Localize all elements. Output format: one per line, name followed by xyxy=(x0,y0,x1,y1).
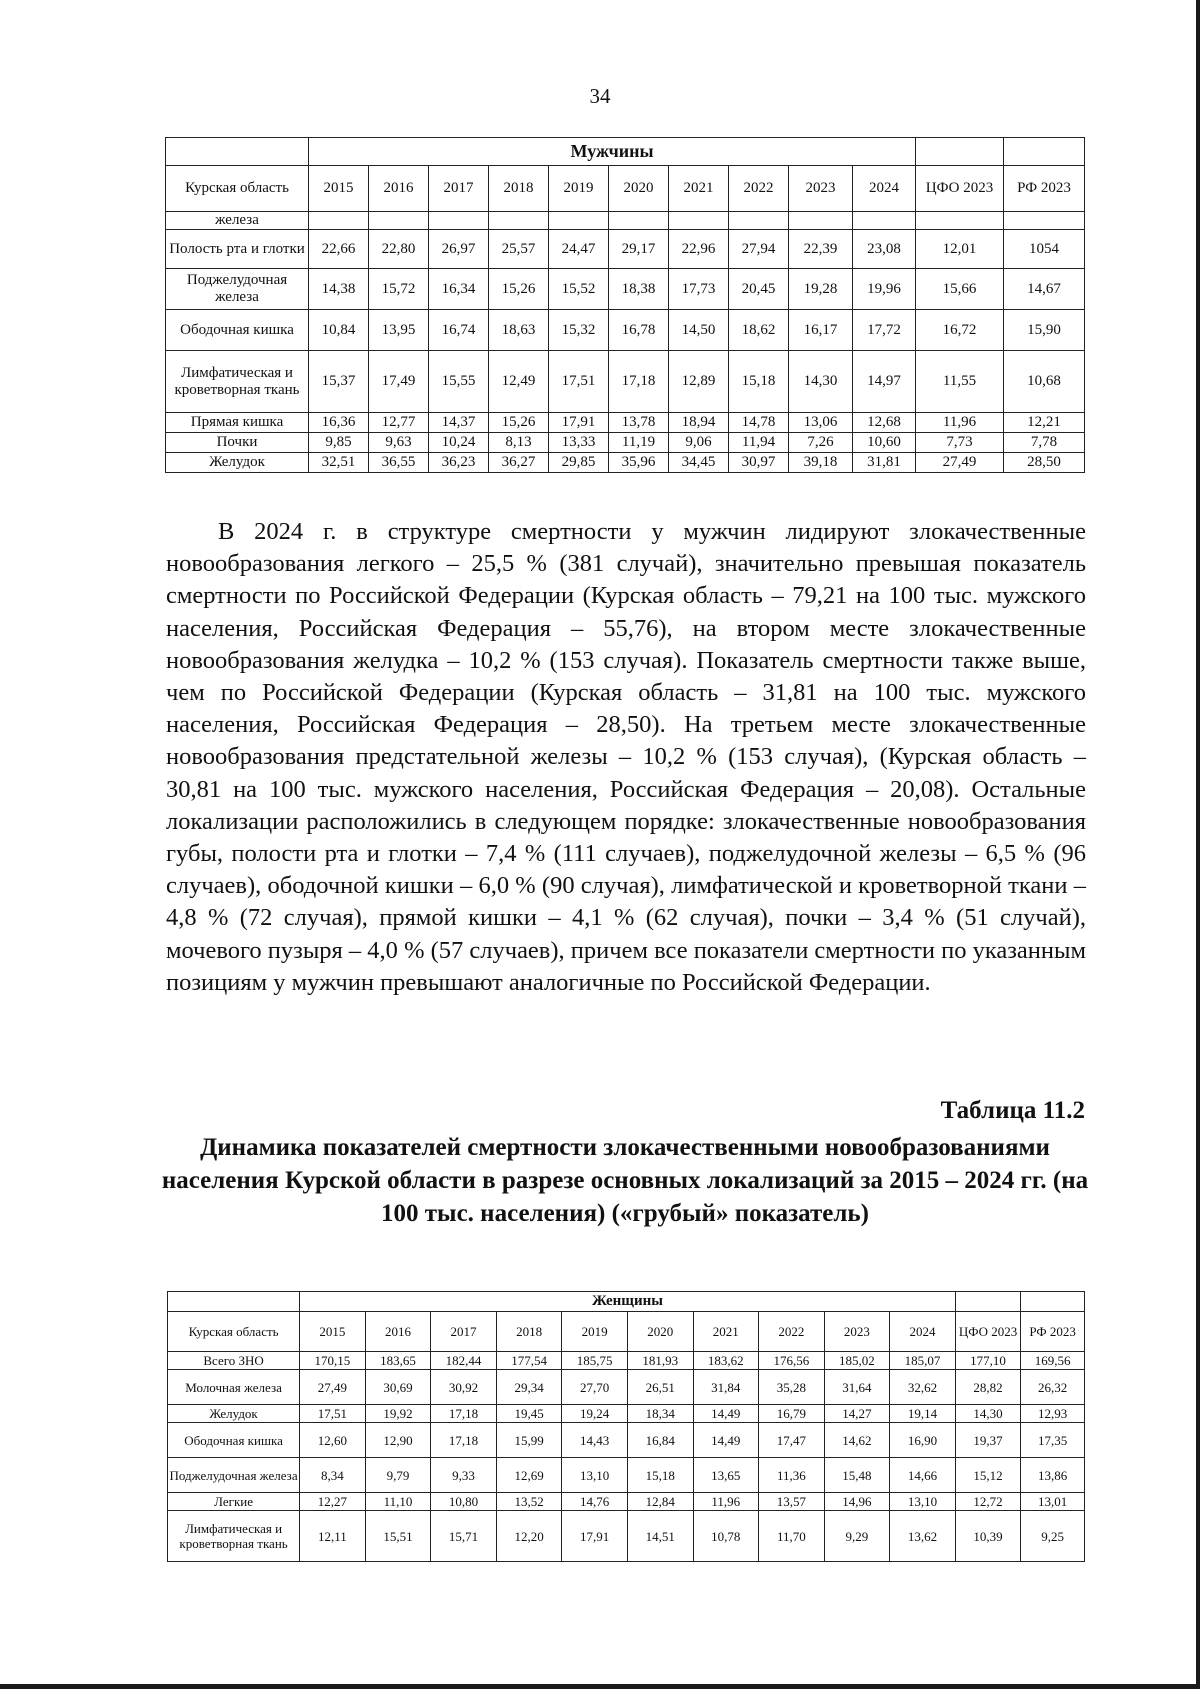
value-cell: 9,25 xyxy=(1021,1511,1085,1562)
value-cell: 15,55 xyxy=(429,351,489,413)
value-cell: 11,55 xyxy=(916,351,1004,413)
value-cell: 24,47 xyxy=(549,230,609,269)
year-header: 2019 xyxy=(549,166,609,212)
value-cell: 11,10 xyxy=(365,1493,431,1511)
value-cell: 13,10 xyxy=(562,1458,628,1493)
value-cell: 15,26 xyxy=(489,413,549,433)
value-cell: 19,96 xyxy=(853,269,916,310)
value-cell: 19,45 xyxy=(496,1405,562,1423)
table-row xyxy=(168,1493,1085,1511)
row-label: Поджелудочная железа xyxy=(166,269,309,310)
value-cell: 14,66 xyxy=(890,1458,956,1493)
value-cell: 181,93 xyxy=(627,1352,693,1370)
header-blank-cell xyxy=(1004,138,1085,166)
value-cell: 185,75 xyxy=(562,1352,628,1370)
year-header: 2022 xyxy=(759,1312,825,1352)
value-cell: 22,80 xyxy=(369,230,429,269)
value-cell: 170,15 xyxy=(300,1352,366,1370)
rf-header: РФ 2023 xyxy=(1004,166,1085,212)
value-cell: 185,07 xyxy=(890,1352,956,1370)
value-cell: 13,78 xyxy=(609,413,669,433)
body-paragraph: В 2024 г. в структуре смертности у мужчин лидируют злокачественные новообразования легкого – 25,5 % (381 случай), значительно превышая показатель смертности по Российской Федерации (Курская область – 79,21 на 100 тыс. мужского населения, Российская Федерация – 55,76), на втором месте злокачественные новообразования желудка – 10,2 % (153 случая). Показатель смертности также выше, чем по Российской Федерации (Курская область – 31,81 на 100 тыс. мужского населения, Российская Федерация – 28,50). На третьем месте злокачественные новообразования предстательной железы – 10,2 % (153 случая), (Курская область – 30,81 на 100 тыс. мужского населения, Российская Федерация – 20,08). Остальные локализации расположились в следующем порядке: злокачественные новообразования губы, полости рта и глотки – 7,4 % (111 случаев), поджелудочной железы – 6,5 % (96 случаев), ободочной кишки – 6,0 % (90 случая), лимфатической и кроветворной ткани – 4,8 % (72 случая), прямой кишки – 4,1 % (62 случая), почки – 3,4 % (51 случай), мочевого пузыря – 4,0 % (57 случаев), причем все показатели смертности по указанным позициям у мужчин превышают аналогичные по Российской Федерации. xyxy=(166,518,1086,996)
value-cell: 13,65 xyxy=(693,1458,759,1493)
value-cell: 30,92 xyxy=(431,1370,497,1405)
value-cell: 177,10 xyxy=(955,1352,1021,1370)
value-cell: 19,92 xyxy=(365,1405,431,1423)
value-cell: 19,28 xyxy=(789,269,853,310)
value-cell: 14,38 xyxy=(309,269,369,310)
table-row xyxy=(168,1511,1085,1562)
row-label: Легкие xyxy=(168,1493,300,1511)
value-cell xyxy=(429,212,489,230)
value-cell: 14,43 xyxy=(562,1423,628,1458)
value-cell: 14,30 xyxy=(789,351,853,413)
value-cell: 36,55 xyxy=(369,453,429,473)
value-cell: 7,73 xyxy=(916,433,1004,453)
row-label: Почки xyxy=(166,433,309,453)
value-cell: 15,48 xyxy=(824,1458,890,1493)
value-cell xyxy=(916,212,1004,230)
year-header: 2022 xyxy=(729,166,789,212)
value-cell: 169,56 xyxy=(1021,1352,1085,1370)
value-cell: 8,13 xyxy=(489,433,549,453)
value-cell: 10,78 xyxy=(693,1511,759,1562)
value-cell: 14,27 xyxy=(824,1405,890,1423)
value-cell xyxy=(549,212,609,230)
value-cell xyxy=(489,212,549,230)
value-cell xyxy=(309,212,369,230)
value-cell: 20,45 xyxy=(729,269,789,310)
year-header: 2016 xyxy=(369,166,429,212)
value-cell: 15,51 xyxy=(365,1511,431,1562)
value-cell: 35,28 xyxy=(759,1370,825,1405)
table-row xyxy=(168,1352,1085,1370)
value-cell: 15,99 xyxy=(496,1423,562,1458)
value-cell: 10,80 xyxy=(431,1493,497,1511)
value-cell: 15,18 xyxy=(627,1458,693,1493)
cfo-header: ЦФО 2023 xyxy=(916,166,1004,212)
header-blank-cell xyxy=(955,1292,1021,1312)
value-cell: 13,62 xyxy=(890,1511,956,1562)
value-cell: 12,77 xyxy=(369,413,429,433)
row-label: Лимфатическая и кроветворная ткань xyxy=(166,351,309,413)
value-cell: 9,33 xyxy=(431,1458,497,1493)
table-row xyxy=(168,1370,1085,1405)
value-cell: 27,70 xyxy=(562,1370,628,1405)
value-cell: 34,45 xyxy=(669,453,729,473)
table-row xyxy=(166,453,1085,473)
value-cell xyxy=(609,212,669,230)
value-cell: 17,73 xyxy=(669,269,729,310)
value-cell: 18,38 xyxy=(609,269,669,310)
value-cell: 11,94 xyxy=(729,433,789,453)
men-mortality-table xyxy=(165,137,1085,473)
table-title: Динамика показателей смертности злокачественными новообразованиями населения Курской области в разрезе основных локализаций за 2015 – 2024 гг. (на 100 тыс. населения) («грубый» показатель) xyxy=(161,1134,1089,1227)
value-cell: 17,51 xyxy=(300,1405,366,1423)
value-cell: 11,70 xyxy=(759,1511,825,1562)
row-label: Ободочная кишка xyxy=(166,310,309,351)
value-cell: 14,67 xyxy=(1004,269,1085,310)
row-label: Желудок xyxy=(168,1405,300,1423)
year-header: 2023 xyxy=(789,166,853,212)
value-cell: 183,62 xyxy=(693,1352,759,1370)
value-cell: 11,19 xyxy=(609,433,669,453)
value-cell: 12,69 xyxy=(496,1458,562,1493)
value-cell: 14,50 xyxy=(669,310,729,351)
value-cell: 15,26 xyxy=(489,269,549,310)
header-blank-cell xyxy=(916,138,1004,166)
row-label: Полость рта и глотки xyxy=(166,230,309,269)
value-cell: 15,71 xyxy=(431,1511,497,1562)
value-cell: 14,49 xyxy=(693,1423,759,1458)
row-label: железа xyxy=(166,212,309,230)
value-cell: 36,23 xyxy=(429,453,489,473)
value-cell: 15,66 xyxy=(916,269,1004,310)
value-cell: 15,52 xyxy=(549,269,609,310)
value-cell: 14,30 xyxy=(955,1405,1021,1423)
year-header: 2020 xyxy=(609,166,669,212)
year-header: 2018 xyxy=(489,166,549,212)
value-cell: 9,79 xyxy=(365,1458,431,1493)
value-cell: 17,91 xyxy=(549,413,609,433)
value-cell: 17,18 xyxy=(431,1405,497,1423)
value-cell: 16,36 xyxy=(309,413,369,433)
value-cell: 13,06 xyxy=(789,413,853,433)
value-cell: 10,24 xyxy=(429,433,489,453)
value-cell: 9,06 xyxy=(669,433,729,453)
value-cell: 12,11 xyxy=(300,1511,366,1562)
value-cell xyxy=(669,212,729,230)
value-cell: 177,54 xyxy=(496,1352,562,1370)
table-row xyxy=(166,230,1085,269)
value-cell: 15,32 xyxy=(549,310,609,351)
year-header: 2016 xyxy=(365,1312,431,1352)
value-cell: 29,17 xyxy=(609,230,669,269)
value-cell: 7,26 xyxy=(789,433,853,453)
value-cell: 15,72 xyxy=(369,269,429,310)
value-cell: 16,74 xyxy=(429,310,489,351)
value-cell: 17,49 xyxy=(369,351,429,413)
value-cell: 9,63 xyxy=(369,433,429,453)
value-cell: 27,49 xyxy=(916,453,1004,473)
value-cell: 12,01 xyxy=(916,230,1004,269)
value-cell: 19,14 xyxy=(890,1405,956,1423)
value-cell: 176,56 xyxy=(759,1352,825,1370)
row-label: Поджелудочная железа xyxy=(168,1458,300,1493)
year-header: 2021 xyxy=(669,166,729,212)
value-cell: 17,18 xyxy=(431,1423,497,1458)
table-row xyxy=(168,1423,1085,1458)
value-cell: 16,72 xyxy=(916,310,1004,351)
header-blank-cell xyxy=(166,138,309,166)
year-header: 2020 xyxy=(627,1312,693,1352)
table-row xyxy=(166,269,1085,310)
value-cell: 18,62 xyxy=(729,310,789,351)
value-cell: 12,89 xyxy=(669,351,729,413)
value-cell: 27,94 xyxy=(729,230,789,269)
value-cell: 11,36 xyxy=(759,1458,825,1493)
value-cell: 182,44 xyxy=(431,1352,497,1370)
table-number: Таблица 11.2 xyxy=(940,1097,1085,1124)
value-cell: 12,20 xyxy=(496,1511,562,1562)
table-row xyxy=(166,413,1085,433)
value-cell: 15,12 xyxy=(955,1458,1021,1493)
table-row xyxy=(166,433,1085,453)
value-cell: 32,51 xyxy=(309,453,369,473)
value-cell: 11,96 xyxy=(916,413,1004,433)
value-cell: 18,94 xyxy=(669,413,729,433)
value-cell: 10,68 xyxy=(1004,351,1085,413)
value-cell: 19,24 xyxy=(562,1405,628,1423)
value-cell: 8,34 xyxy=(300,1458,366,1493)
value-cell: 16,79 xyxy=(759,1405,825,1423)
year-header: 2015 xyxy=(309,166,369,212)
group-header-women: Женщины xyxy=(300,1292,956,1312)
value-cell: 29,34 xyxy=(496,1370,562,1405)
value-cell: 14,51 xyxy=(627,1511,693,1562)
value-cell: 12,27 xyxy=(300,1493,366,1511)
value-cell: 19,37 xyxy=(955,1423,1021,1458)
value-cell: 12,72 xyxy=(955,1493,1021,1511)
year-header: 2017 xyxy=(431,1312,497,1352)
value-cell: 17,51 xyxy=(549,351,609,413)
value-cell: 17,91 xyxy=(562,1511,628,1562)
row-label: Желудок xyxy=(166,453,309,473)
value-cell: 15,90 xyxy=(1004,310,1085,351)
value-cell: 31,81 xyxy=(853,453,916,473)
value-cell: 18,34 xyxy=(627,1405,693,1423)
year-header: 2023 xyxy=(824,1312,890,1352)
value-cell: 9,85 xyxy=(309,433,369,453)
header-blank-cell xyxy=(168,1292,300,1312)
value-cell xyxy=(1004,212,1085,230)
value-cell: 26,97 xyxy=(429,230,489,269)
value-cell: 14,76 xyxy=(562,1493,628,1511)
cfo-header: ЦФО 2023 xyxy=(955,1312,1021,1352)
value-cell: 185,02 xyxy=(824,1352,890,1370)
value-cell: 17,35 xyxy=(1021,1423,1085,1458)
value-cell: 12,49 xyxy=(489,351,549,413)
value-cell: 16,90 xyxy=(890,1423,956,1458)
year-header: 2017 xyxy=(429,166,489,212)
value-cell: 15,37 xyxy=(309,351,369,413)
table-row xyxy=(166,351,1085,413)
value-cell: 11,96 xyxy=(693,1493,759,1511)
value-cell: 30,97 xyxy=(729,453,789,473)
value-cell xyxy=(853,212,916,230)
value-cell: 16,34 xyxy=(429,269,489,310)
year-header: 2015 xyxy=(300,1312,366,1352)
table-row xyxy=(168,1405,1085,1423)
value-cell: 13,33 xyxy=(549,433,609,453)
value-cell: 7,78 xyxy=(1004,433,1085,453)
value-cell: 23,08 xyxy=(853,230,916,269)
value-cell: 10,39 xyxy=(955,1511,1021,1562)
value-cell: 14,78 xyxy=(729,413,789,433)
value-cell: 17,72 xyxy=(853,310,916,351)
value-cell: 22,39 xyxy=(789,230,853,269)
value-cell xyxy=(729,212,789,230)
value-cell: 16,17 xyxy=(789,310,853,351)
value-cell xyxy=(369,212,429,230)
table-row xyxy=(166,310,1085,351)
value-cell: 14,49 xyxy=(693,1405,759,1423)
value-cell: 9,29 xyxy=(824,1511,890,1562)
year-header: 2021 xyxy=(693,1312,759,1352)
value-cell: 10,60 xyxy=(853,433,916,453)
value-cell: 28,50 xyxy=(1004,453,1085,473)
value-cell: 17,18 xyxy=(609,351,669,413)
row-label: Прямая кишка xyxy=(166,413,309,433)
row-label: Всего ЗНО xyxy=(168,1352,300,1370)
value-cell: 27,49 xyxy=(300,1370,366,1405)
value-cell: 183,65 xyxy=(365,1352,431,1370)
value-cell: 36,27 xyxy=(489,453,549,473)
value-cell: 28,82 xyxy=(955,1370,1021,1405)
value-cell: 26,32 xyxy=(1021,1370,1085,1405)
value-cell: 26,51 xyxy=(627,1370,693,1405)
value-cell: 30,69 xyxy=(365,1370,431,1405)
value-cell: 35,96 xyxy=(609,453,669,473)
row-label: Лимфатическая и кроветворная ткань xyxy=(168,1511,300,1562)
value-cell: 13,95 xyxy=(369,310,429,351)
value-cell: 12,93 xyxy=(1021,1405,1085,1423)
year-header: 2024 xyxy=(890,1312,956,1352)
year-header: 2019 xyxy=(562,1312,628,1352)
value-cell: 31,64 xyxy=(824,1370,890,1405)
value-cell: 12,68 xyxy=(853,413,916,433)
value-cell: 12,90 xyxy=(365,1423,431,1458)
value-cell: 14,37 xyxy=(429,413,489,433)
value-cell: 13,10 xyxy=(890,1493,956,1511)
page-number: 34 xyxy=(589,84,611,108)
row-label: Ободочная кишка xyxy=(168,1423,300,1458)
corner-label: Курская область xyxy=(166,166,309,212)
rf-header: РФ 2023 xyxy=(1021,1312,1085,1352)
value-cell: 18,63 xyxy=(489,310,549,351)
value-cell: 13,01 xyxy=(1021,1493,1085,1511)
value-cell: 29,85 xyxy=(549,453,609,473)
value-cell: 16,84 xyxy=(627,1423,693,1458)
value-cell xyxy=(789,212,853,230)
value-cell: 1054 xyxy=(1004,230,1085,269)
value-cell: 16,78 xyxy=(609,310,669,351)
year-header: 2018 xyxy=(496,1312,562,1352)
value-cell: 13,86 xyxy=(1021,1458,1085,1493)
value-cell: 31,84 xyxy=(693,1370,759,1405)
value-cell: 10,84 xyxy=(309,310,369,351)
value-cell: 32,62 xyxy=(890,1370,956,1405)
value-cell: 12,84 xyxy=(627,1493,693,1511)
value-cell: 12,60 xyxy=(300,1423,366,1458)
value-cell: 13,52 xyxy=(496,1493,562,1511)
table-row xyxy=(166,212,1085,230)
women-mortality-table xyxy=(167,1291,1085,1562)
value-cell: 17,47 xyxy=(759,1423,825,1458)
value-cell: 14,62 xyxy=(824,1423,890,1458)
group-header-men: Мужчины xyxy=(309,138,916,166)
row-label: Молочная железа xyxy=(168,1370,300,1405)
value-cell: 39,18 xyxy=(789,453,853,473)
table-row xyxy=(168,1458,1085,1493)
value-cell: 22,96 xyxy=(669,230,729,269)
value-cell: 25,57 xyxy=(489,230,549,269)
year-header: 2024 xyxy=(853,166,916,212)
value-cell: 13,57 xyxy=(759,1493,825,1511)
value-cell: 12,21 xyxy=(1004,413,1085,433)
value-cell: 14,97 xyxy=(853,351,916,413)
header-blank-cell xyxy=(1021,1292,1085,1312)
value-cell: 22,66 xyxy=(309,230,369,269)
corner-label: Курская область xyxy=(168,1312,300,1352)
value-cell: 15,18 xyxy=(729,351,789,413)
value-cell: 14,96 xyxy=(824,1493,890,1511)
